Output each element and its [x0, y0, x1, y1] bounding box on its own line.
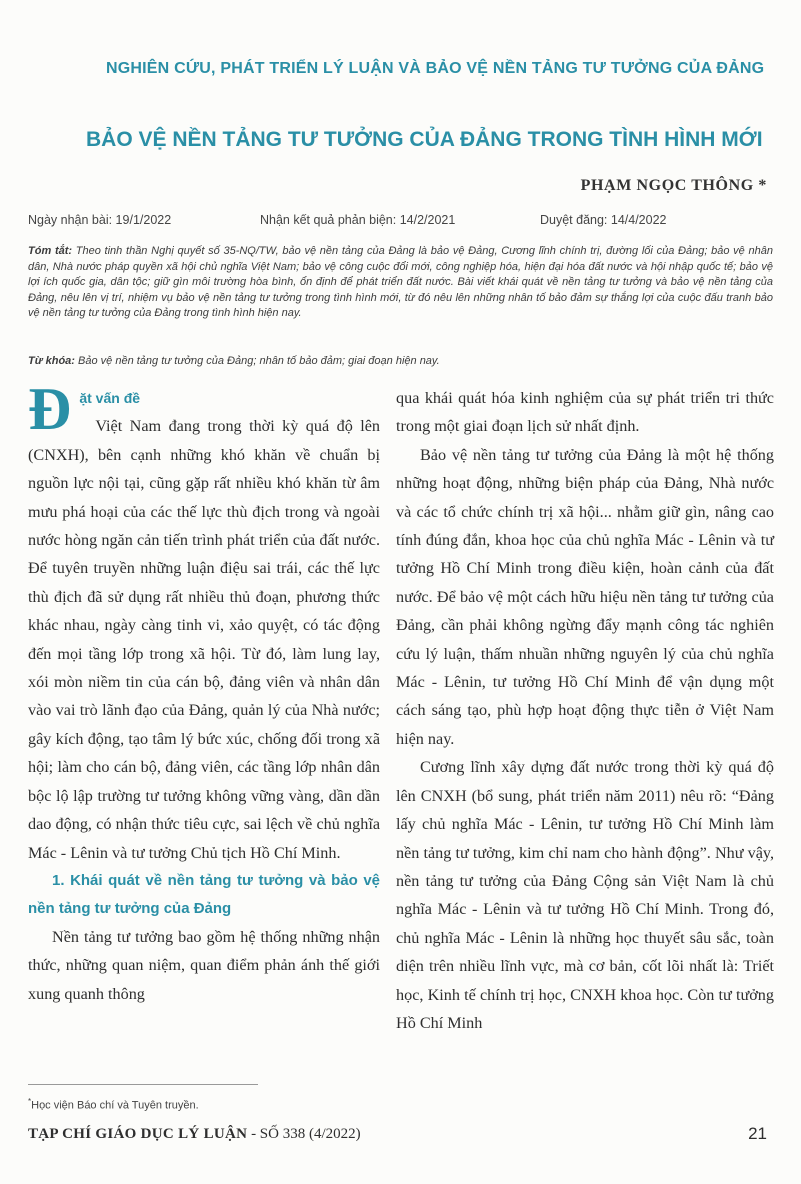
keywords	[28, 355, 773, 367]
intro-heading: ặt vấn đề	[79, 390, 141, 406]
keywords-label: Từ khóa:	[28, 355, 75, 367]
journal-name: TẠP CHÍ GIÁO DỤC LÝ LUẬN	[28, 1126, 248, 1142]
intro-block	[28, 384, 380, 867]
left-paragraph-2: Nền tảng tư tưởng bao gồm hệ thống những nhận thức, những quan niệm, quan điểm phản ánh thế giới xung quanh thông	[28, 927, 380, 1003]
right-paragraph-1: qua khái quát hóa kinh nghiệm của sự phát triển tri thức trong một giai đoạn lịch sử nhất định.	[396, 389, 774, 436]
reviewed-date: Nhận kết quả phản biện: 14/2/2021	[260, 213, 456, 227]
journal-issue: - SỐ 338 (4/2022)	[247, 1126, 361, 1142]
footnote	[28, 1097, 199, 1112]
abstract-text: Theo tinh thần Nghị quyết số 35-NQ/TW, bảo vệ nền tảng của Đảng là bảo vệ Đảng, Cương lĩnh chính trị, đường lối của Đảng; bảo vệ nhân dân, Nhà nước pháp quyền xã hội chủ nghĩa Việt Nam; bảo vệ công cuộc đổi mới, công nghiệp hóa, hiện đại hóa đất nước và hội nhập quốc tế; bảo vệ lợi ích quốc gia, dân tộc; giữ gìn môi trường hòa bình, ổn định để phát triển đất nước. Bài viết khái quát về nền tảng tư tưởng và bảo vệ nền tảng của Đảng, nêu lên vị trí, nhiệm vụ bảo vệ nền tảng tư tưởng trong tình hình mới, từ đó nêu lên những nhân tố bảo đảm sự thắng lợi của cuộc đấu tranh bảo vệ nền tảng tư tưởng của Đảng trong tình hình hiện nay.	[28, 245, 773, 320]
approved-date: Duyệt đăng: 14/4/2022	[540, 213, 667, 227]
dropcap: Đ	[28, 384, 72, 442]
left-column	[28, 384, 380, 1008]
right-paragraph-3: Cương lĩnh xây dựng đất nước trong thời kỳ quá độ lên CNXH (bổ sung, phát triển năm 2011) nêu rõ: “Đảng lấy chủ nghĩa Mác - Lênin, tư tưởng Hồ Chí Minh làm nền tảng tư tưởng, kim chỉ nam cho hành động”. Như vậy, nền tảng tư tưởng của Đảng Cộng sản Việt Nam là chủ nghĩa Mác - Lênin và tư tưởng Hồ Chí Minh. Trong đó, chủ nghĩa Mác - Lênin là những học thuyết sâu sắc, toàn diện trên nhiều lĩnh vực, mà cơ bản, cốt lõi nhất là: Triết học, Kinh tế chính trị học, CNXH khoa học. Còn tư tưởng Hồ Chí Minh	[396, 758, 774, 1032]
footnote-text: Học viện Báo chí và Tuyên truyền.	[31, 1099, 199, 1112]
section-heading-1: 1. Khái quát về nền tảng tư tưởng và bảo vệ nền tảng tư tưởng của Đảng	[28, 871, 380, 917]
article-title: BẢO VỆ NỀN TẢNG TƯ TƯỞNG CỦA ĐẢNG TRONG TÌNH HÌNH MỚI	[86, 128, 763, 151]
author-name: PHẠM NGỌC THÔNG *	[580, 177, 767, 194]
right-paragraph-2: Bảo vệ nền tảng tư tưởng của Đảng là một hệ thống những hoạt động, những biện pháp của Đảng, Nhà nước và các tổ chức chính trị xã hội... nhằm giữ gìn, nâng cao tính đúng đắn, khoa học của chủ nghĩa Mác - Lênin và tư tưởng Hồ Chí Minh trong điều kiện, hoàn cảnh của đất nước. Để bảo vệ một cách hữu hiệu nền tảng tư tưởng của Đảng, cần phải không ngừng đẩy mạnh công tác nghiên cứu lý luận, thấm nhuần những nguyên lý của chủ nghĩa Mác - Lênin, tư tưởng Hồ Chí Minh để vận dụng một cách sáng tạo, phù hợp hoạt động thực tiễn ở Việt Nam hiện nay.	[396, 445, 774, 748]
abstract	[28, 244, 773, 322]
right-column	[396, 384, 774, 1037]
footnote-divider	[28, 1084, 258, 1085]
keywords-text: Bảo vệ nền tảng tư tưởng của Đảng; nhân tố bảo đảm; giai đoạn hiện nay.	[74, 355, 440, 367]
journal-footer	[28, 1126, 361, 1143]
section-header: NGHIÊN CỨU, PHÁT TRIỂN LÝ LUẬN VÀ BẢO VỆ NỀN TẢNG TƯ TƯỞNG CỦA ĐẢNG	[106, 60, 765, 77]
footnote-mark: *	[28, 1097, 32, 1106]
intro-paragraph: Việt Nam đang trong thời kỳ quá độ lên (CNXH), bên cạnh những khó khăn về chuẩn bị nguồn lực nội tại, cũng gặp rất nhiều khó khăn từ âm mưu phá hoại của các thế lực thù địch trong và ngoài nước hòng ngăn cản tiến trình phát triển của đất nước. Để tuyên truyền những luận điệu sai trái, các thế lực thù địch đã sử dụng rất nhiều thủ đoạn, phương thức khác nhau, ngày càng tinh vi, xảo quyệt, có tác động đến mọi tầng lớp trong xã hội. Từ đó, làm lung lay, xói mòn niềm tin của cán bộ, đảng viên và nhân dân vào vai trò lãnh đạo của Đảng, quản lý của Nhà nước; gây kích động, tạo tâm lý bức xúc, chống đối trong xã hội; làm cho cán bộ, đảng viên, các tầng lớp nhân dân bộc lộ lập trường tư tưởng không vững vàng, dần dần dao động, có nhận thức tiêu cực, sai lệch về chủ nghĩa Mác - Lênin và tư tưởng Chủ tịch Hồ Chí Minh.	[28, 417, 380, 862]
received-date: Ngày nhận bài: 19/1/2022	[28, 213, 172, 227]
abstract-label: Tóm tắt:	[28, 245, 73, 257]
page-number: 21	[748, 1124, 767, 1143]
